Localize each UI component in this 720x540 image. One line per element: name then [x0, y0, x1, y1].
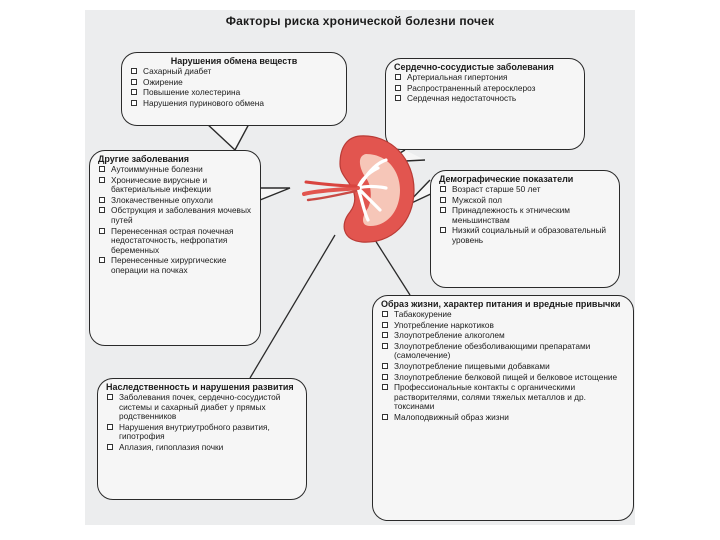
checkbox-icon [395, 85, 401, 91]
checkbox-icon [440, 197, 446, 203]
checkbox-icon [382, 384, 388, 390]
checkbox-icon [99, 257, 105, 263]
checkbox-icon [99, 228, 105, 234]
other-tail [260, 188, 290, 200]
checkbox-icon [382, 363, 388, 369]
checkbox-icon [382, 322, 388, 328]
list-item: Сахарный диабет [130, 67, 338, 77]
checkbox-icon [99, 177, 105, 183]
metabolic-tail [205, 122, 250, 150]
list-item: Ожирение [130, 78, 338, 88]
checkbox-icon [382, 332, 388, 338]
list-item: Обструкция и заболевания мочевых путей [98, 206, 252, 225]
heredity-box [97, 378, 307, 500]
list-item: Злоупотребление алкоголем [381, 331, 625, 341]
checkbox-icon [107, 424, 113, 430]
list-item: Злоупотребление пищевыми добавками [381, 362, 625, 372]
list-item: Табакокурение [381, 310, 625, 320]
checkbox-icon [131, 68, 137, 74]
list-item: Сердечная недостаточность [394, 94, 576, 104]
checkbox-icon [131, 79, 137, 85]
heredity-list [106, 393, 298, 453]
list-item: Заболевания почек, сердечно-сосудистой системы и сахарный диабет у прямых родственников [106, 393, 298, 422]
list-item: Профессиональные контакты с органическими растворителями, солями тяжелых металлов и др. токсинами [381, 383, 625, 412]
checkbox-icon [382, 374, 388, 380]
list-item: Низкий социальный и образовательный уровень [439, 226, 611, 245]
checkbox-icon [440, 207, 446, 213]
list-item: Малоподвижный образ жизни [381, 413, 625, 423]
metabolic-list [130, 67, 338, 108]
list-item: Мужской пол [439, 196, 611, 206]
list-item: Злокачественные опухоли [98, 196, 252, 206]
checkbox-icon [382, 311, 388, 317]
demographic-heading: Демографические показатели [439, 174, 574, 184]
list-item: Употребление наркотиков [381, 321, 625, 331]
other-list [98, 165, 252, 276]
kidney-icon [300, 128, 420, 248]
checkbox-icon [382, 343, 388, 349]
document-page [85, 10, 635, 525]
other-heading: Другие заболевания [98, 154, 190, 164]
checkbox-icon [99, 166, 105, 172]
list-item: Злоупотребление белковой пищей и белковое истощение [381, 373, 625, 383]
lifestyle-box [372, 295, 634, 521]
checkbox-icon [382, 414, 388, 420]
list-item: Распространенный атеросклероз [394, 84, 576, 94]
list-item: Повышение холестерина [130, 88, 338, 98]
other-diseases-box [89, 150, 261, 346]
list-item: Артериальная гипертония [394, 73, 576, 83]
lifestyle-heading: Образ жизни, характер питания и вредные привычки [381, 299, 621, 309]
checkbox-icon [107, 444, 113, 450]
list-item: Принадлежность к этническим меньшинствам [439, 206, 611, 225]
checkbox-icon [440, 186, 446, 192]
metabolic-disorders-box [121, 52, 347, 126]
checkbox-icon [131, 89, 137, 95]
checkbox-icon [395, 95, 401, 101]
list-item: Злоупотребление обезболивающими препаратами (самолечение) [381, 342, 625, 361]
demographic-list [439, 185, 611, 246]
checkbox-icon [107, 394, 113, 400]
lifestyle-pointer [375, 240, 410, 295]
checkbox-icon [440, 227, 446, 233]
list-item: Нарушения внутриутробного развития, гипотрофия [106, 423, 298, 442]
demographic-box [430, 170, 620, 288]
list-item: Аутоиммунные болезни [98, 165, 252, 175]
cardio-heading: Сердечно-сосудистые заболевания [394, 62, 554, 72]
metabolic-heading: Нарушения обмена веществ [170, 56, 298, 66]
list-item: Возраст старше 50 лет [439, 185, 611, 195]
lifestyle-list [381, 310, 625, 423]
cardio-list [394, 73, 576, 104]
list-item: Нарушения пуринового обмена [130, 99, 338, 109]
heredity-pointer [250, 235, 335, 378]
list-item: Хронические вирусные и бактериальные инфекции [98, 176, 252, 195]
checkbox-icon [131, 100, 137, 106]
checkbox-icon [99, 197, 105, 203]
checkbox-icon [395, 74, 401, 80]
list-item: Аплазия, гипоплазия почки [106, 443, 298, 453]
list-item: Перенесенные хирургические операции на почках [98, 256, 252, 275]
checkbox-icon [99, 207, 105, 213]
heredity-heading: Наследственность и нарушения развития [106, 382, 294, 392]
page-title: Факторы риска хронической болезни почек [225, 14, 495, 28]
list-item: Перенесенная острая почечная недостаточность, нефропатия беременных [98, 227, 252, 256]
